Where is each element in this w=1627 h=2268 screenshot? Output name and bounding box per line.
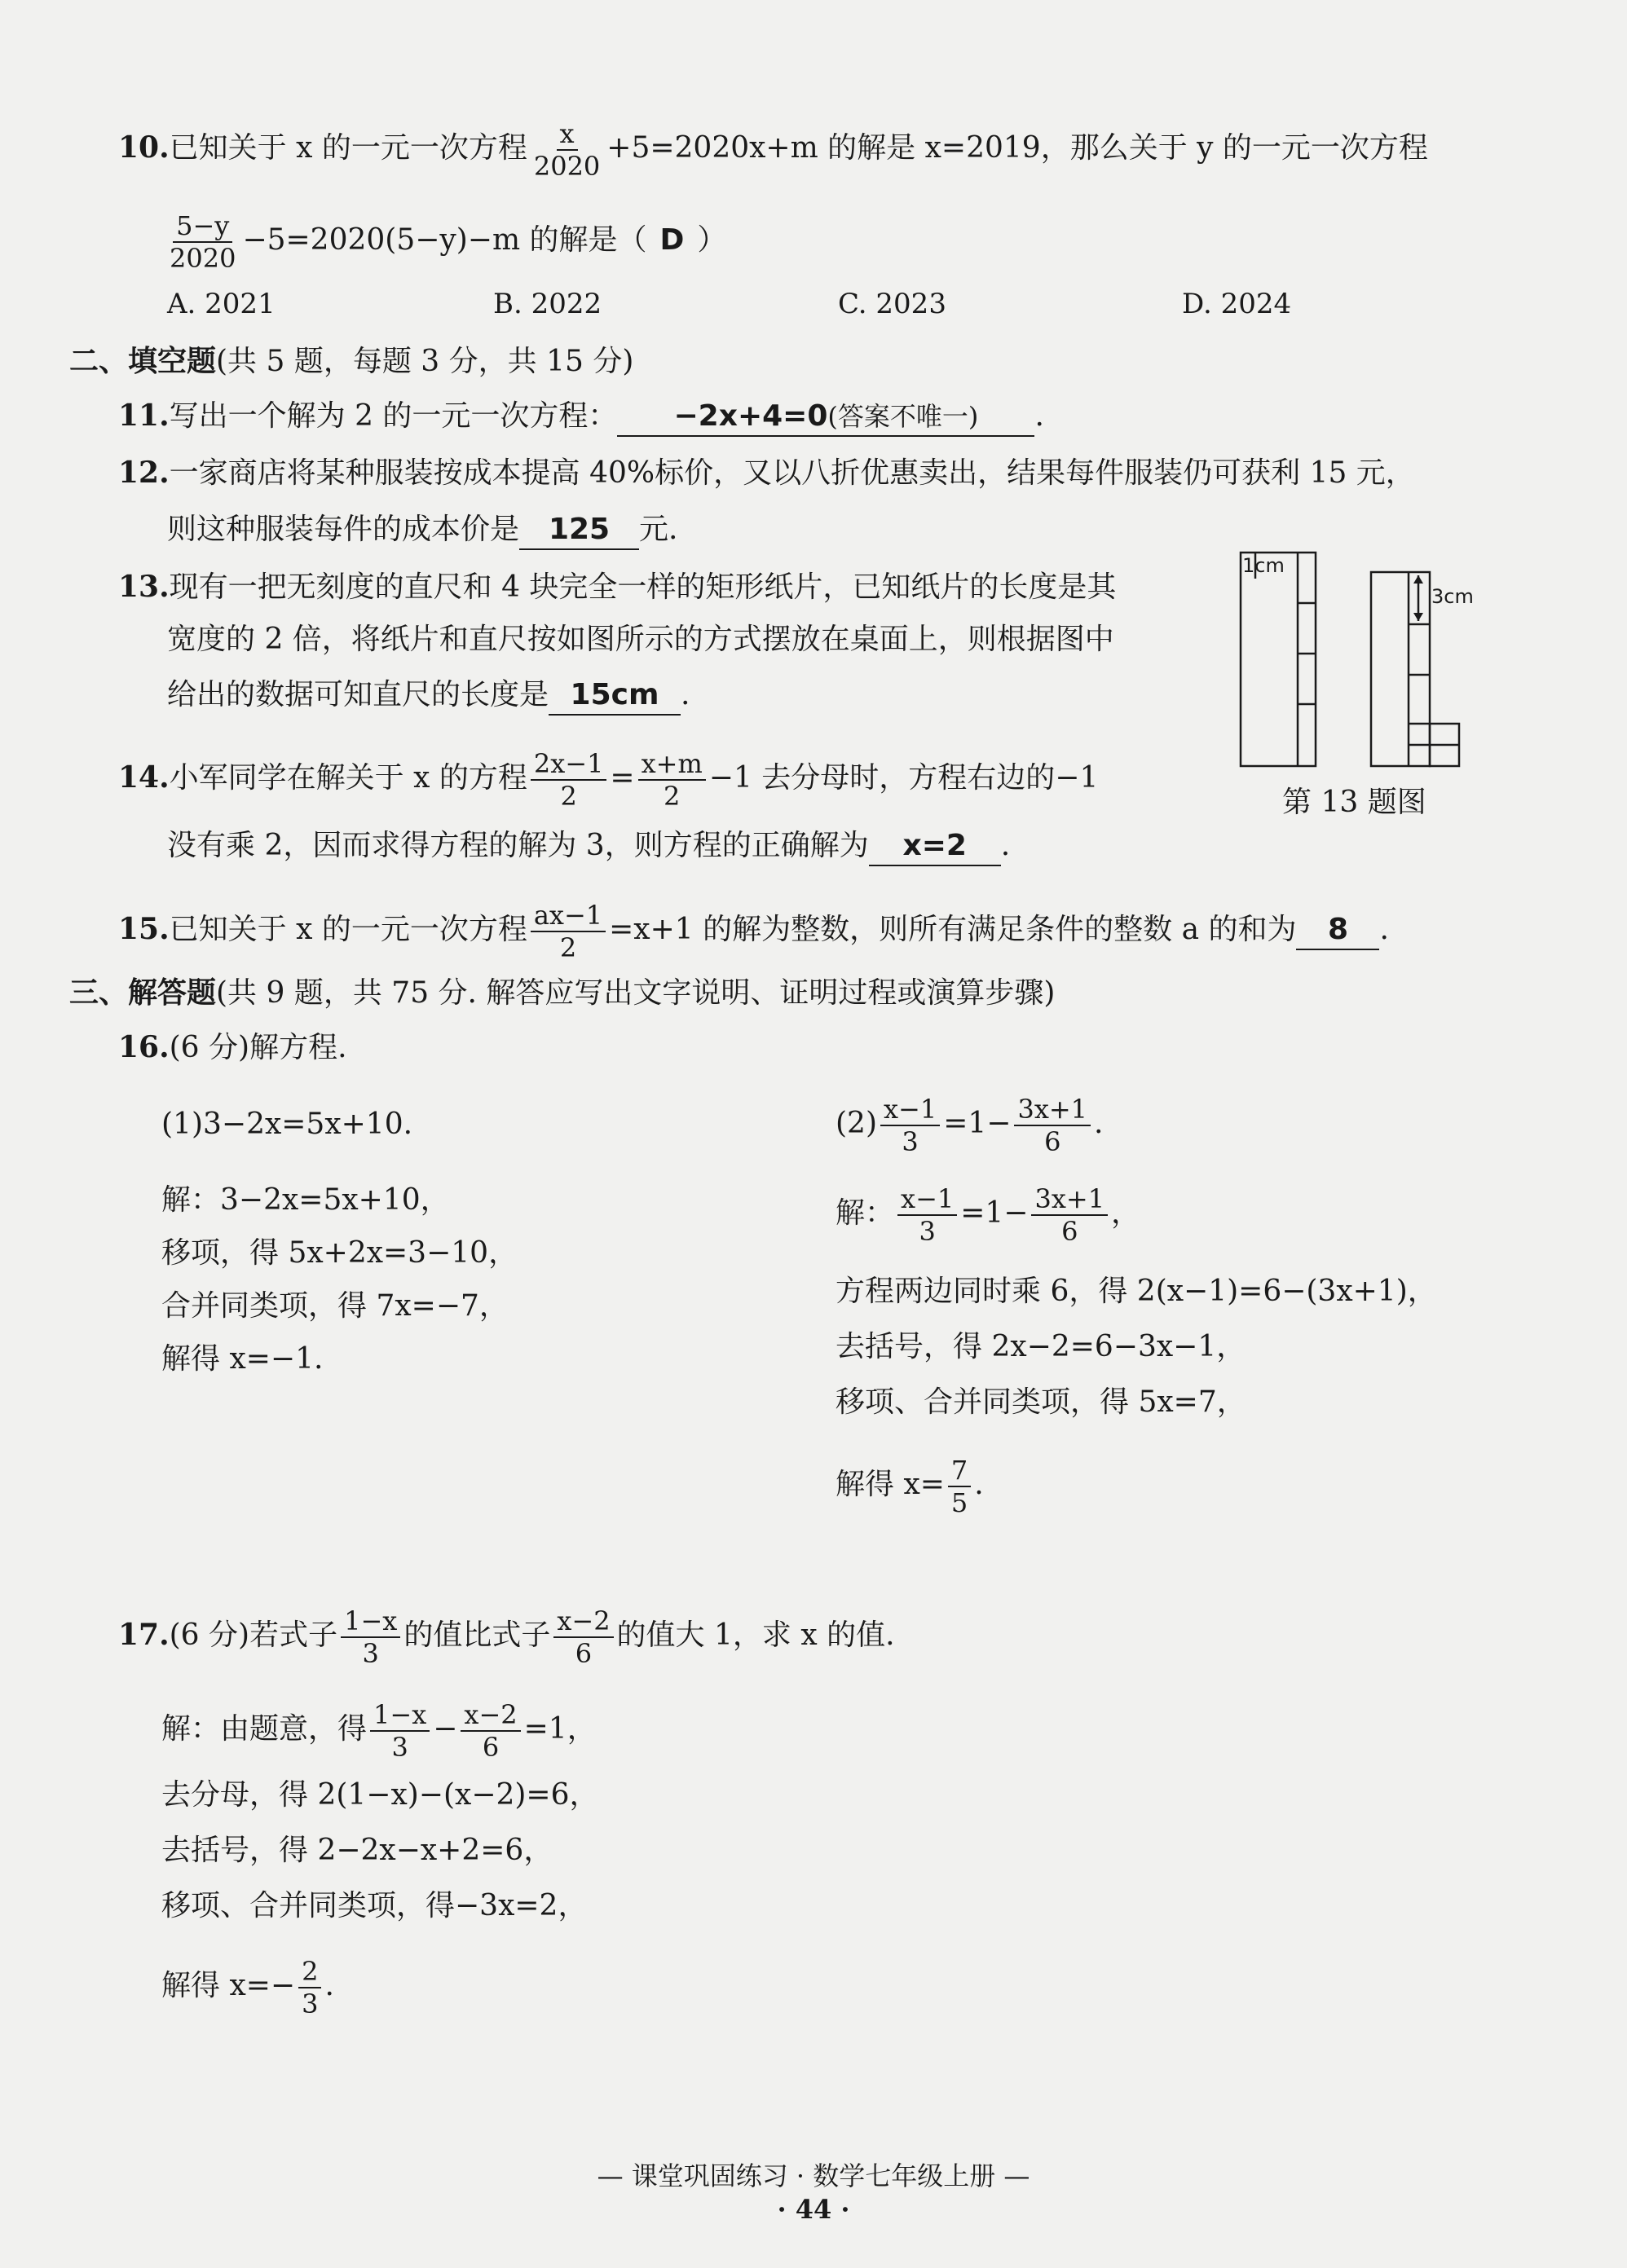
option-b: B. 2022 bbox=[493, 288, 602, 320]
option-a: A. 2021 bbox=[167, 288, 276, 320]
solution-step: 合并同类项，得 7x=−7， bbox=[161, 1289, 509, 1323]
question-12: 12.一家商店将某种服装按成本提高 40%标价，又以八折优惠卖出，结果每件服装仍可获利 15 元， bbox=[118, 456, 1415, 490]
fraction: $\frac{3x+1}{6}$ bbox=[1031, 1183, 1108, 1247]
option-c: C. 2023 bbox=[838, 288, 946, 320]
fraction: $\frac{7}{5}$ bbox=[948, 1455, 971, 1518]
question-17-solution: 解：由题意，得 $\frac{1-x}{3}$ − $\frac{x-2}{6}$ =1， bbox=[161, 1699, 597, 1763]
solution-step: 去分母，得 2(1−x)−(x−2)=6， bbox=[161, 1778, 599, 1812]
fraction: $\frac{2x-1}{2}$ bbox=[531, 748, 607, 812]
answer-14: x=2 bbox=[869, 827, 1001, 866]
question-12-line2: 则这种服装每件的成本价是 125 元. bbox=[167, 511, 677, 550]
fraction: $\frac{x-2}{6}$ bbox=[553, 1605, 613, 1669]
figure-1-stack bbox=[1241, 553, 1316, 766]
fraction: $\frac{2}{3}$ bbox=[298, 1956, 321, 2019]
fraction: $\frac{x}{2020}$ bbox=[533, 118, 601, 182]
option-d: D. 2024 bbox=[1182, 288, 1292, 320]
question-14-line2: 没有乘 2，因而求得方程的解为 3，则方程的正确解为 x=2 . bbox=[167, 827, 1010, 866]
solution-step: 解得 x= $\frac{7}{5}$ . bbox=[836, 1455, 984, 1518]
figure-2-stack bbox=[1371, 572, 1430, 766]
solution-step: 去括号，得 2−2x−x+2=6， bbox=[161, 1834, 553, 1867]
solution-step: 去括号，得 2x−2=6−3x−1， bbox=[836, 1330, 1246, 1363]
section-3-heading: 三、解答题(共 9 题，共 75 分. 解答应写出文字说明、证明过程或演算步骤) bbox=[69, 975, 1056, 1010]
question-10: 10.已知关于 x 的一元一次方程 $\frac{x}{2020}$ +5=2020x+m 的解是 x=2019，那么关于 y 的一元一次方程 bbox=[118, 118, 1428, 182]
fraction: $\frac{5-y}{2020}$ bbox=[170, 210, 236, 274]
fraction: $\frac{x+m}{2}$ bbox=[638, 748, 706, 812]
question-13-line3: 给出的数据可知直尺的长度是 15cm . bbox=[167, 676, 690, 716]
fraction: $\frac{3x+1}{6}$ bbox=[1014, 1094, 1091, 1157]
question-14: 14.小军同学在解关于 x 的方程 $\frac{2x-1}{2}$ = $\frac{x+m}{2}$ −1 去分母时，方程右边的−1 bbox=[118, 748, 1099, 812]
question-13-figure bbox=[1223, 546, 1484, 790]
question-16: 16.(6 分)解方程. bbox=[118, 1030, 347, 1064]
solution-step: 移项、合并同类项，得 5x=7， bbox=[836, 1385, 1246, 1419]
figure-caption: 第 13 题图 bbox=[1282, 786, 1426, 819]
answer-10: D bbox=[659, 223, 685, 257]
question-10-line2: $\frac{5-y}{2020}$ −5=2020(5−y)−m 的解是（ D ） bbox=[163, 210, 726, 274]
question-16-part2-solution: 解： $\frac{x-1}{3}$ =1− $\frac{3x+1}{6}$ ， bbox=[836, 1183, 1141, 1247]
question-11: 11.写出一个解为 2 的一元一次方程： −2x+4=0(答案不唯一) . bbox=[118, 397, 1044, 437]
solution-step: 解得 x=−1. bbox=[161, 1342, 324, 1376]
fraction: $\frac{x-1}{3}$ bbox=[897, 1183, 957, 1247]
fraction: $\frac{x-2}{6}$ bbox=[461, 1699, 520, 1763]
question-17: 17.(6 分)若式子 $\frac{1-x}{3}$ 的值比式子 $\frac{x-2}{6}$ 的值大 1，求 x 的值. bbox=[118, 1605, 895, 1669]
solution-step: 解得 x=− $\frac{2}{3}$ . bbox=[161, 1956, 334, 2019]
question-16-part2: (2) $\frac{x-1}{3}$ =1− $\frac{3x+1}{6}$ . bbox=[836, 1094, 1104, 1157]
fraction: $\frac{1-x}{3}$ bbox=[370, 1699, 430, 1763]
page-number: · 44 · bbox=[777, 2194, 850, 2225]
fraction: $\frac{ax-1}{2}$ bbox=[531, 900, 606, 963]
solution-step: 移项、合并同类项，得−3x=2， bbox=[161, 1889, 588, 1922]
question-number: 10. bbox=[118, 130, 170, 165]
footer-title: — 课堂巩固练习 · 数学七年级上册 — bbox=[597, 2160, 1030, 2191]
question-13-line2: 宽度的 2 倍，将纸片和直尺按如图所示的方式摆放在桌面上，则根据图中 bbox=[167, 623, 1114, 656]
answer-13: 15cm bbox=[549, 676, 681, 716]
answer-12: 125 bbox=[519, 511, 639, 550]
figure-label-3cm: 3cm bbox=[1431, 585, 1474, 608]
answer-11: −2x+4=0(答案不唯一) bbox=[617, 398, 1034, 437]
question-15: 15.已知关于 x 的一元一次方程 $\frac{ax-1}{2}$ =x+1 的解为整数，则所有满足条件的整数 a 的和为 8 . bbox=[118, 900, 1389, 963]
solution-step: 方程两边同时乘 6，得 2(x−1)=6−(3x+1)， bbox=[836, 1275, 1437, 1308]
figure-label-1cm: 1cm bbox=[1242, 554, 1285, 577]
fraction: $\frac{1-x}{3}$ bbox=[341, 1605, 400, 1669]
question-13: 13.现有一把无刻度的直尺和 4 块完全一样的矩形纸片，已知纸片的长度是其 bbox=[118, 570, 1117, 604]
solution-step: 解：3−2x=5x+10， bbox=[161, 1183, 450, 1217]
section-2-heading: 二、填空题(共 5 题，每题 3 分，共 15 分) bbox=[69, 344, 634, 378]
solution-step: 移项，得 5x+2x=3−10， bbox=[161, 1236, 518, 1270]
answer-15: 8 bbox=[1296, 911, 1379, 950]
question-16-part1: (1)3−2x=5x+10. bbox=[161, 1108, 413, 1141]
fraction: $\frac{x-1}{3}$ bbox=[880, 1094, 940, 1157]
